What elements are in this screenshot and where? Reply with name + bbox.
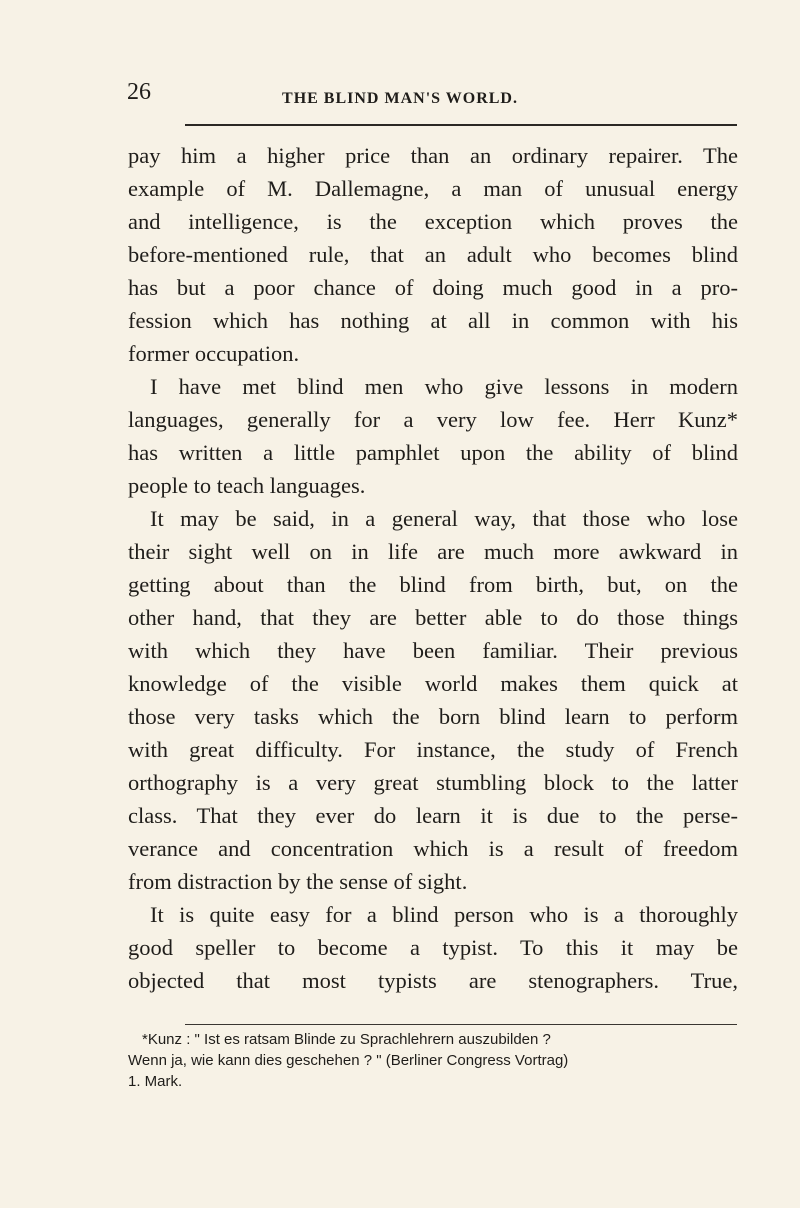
text-line: knowledge of the visible world makes them quick at — [128, 671, 738, 696]
footnote-line: *Kunz : " Ist es ratsam Blinde zu Sprachlehrern auszubilden ? — [142, 1031, 551, 1048]
text-line: It is quite easy for a blind person who is a thoroughly — [150, 902, 738, 927]
page-number: 26 — [127, 79, 151, 105]
text-line: orthography is a very great stumbling block to the latter — [128, 770, 738, 795]
text-line: with great difficulty. For instance, the study of French — [128, 737, 738, 762]
text-line: verance and concentration which is a result of freedom — [128, 836, 738, 861]
text-line: It may be said, in a general way, that those who lose — [150, 506, 738, 531]
text-line: and intelligence, is the exception which proves the — [128, 209, 738, 234]
text-line: from distraction by the sense of sight. — [128, 869, 468, 894]
header-rule — [185, 124, 737, 126]
text-line: has written a little pamphlet upon the ability of blind — [128, 440, 738, 465]
text-line: objected that most typists are stenographers. True, — [128, 968, 738, 993]
text-line: those very tasks which the born blind learn to perform — [128, 704, 738, 729]
text-line: example of M. Dallemagne, a man of unusual energy — [128, 176, 738, 201]
text-line: pay him a higher price than an ordinary repairer. The — [128, 143, 738, 168]
footnote-rule — [185, 1024, 737, 1025]
body-text — [128, 139, 738, 997]
footnote-line: Wenn ja, wie kann dies geschehen ? " (Berliner Congress Vortrag) — [128, 1052, 569, 1069]
text-line: people to teach languages. — [128, 473, 366, 498]
text-line: has but a poor chance of doing much good in a pro- — [128, 275, 738, 300]
text-line: their sight well on in life are much more awkward in — [128, 539, 738, 564]
text-line: good speller to become a typist. To this it may be — [128, 935, 738, 960]
text-line: languages, generally for a very low fee. Herr Kunz* — [128, 407, 738, 432]
text-line: other hand, that they are better able to do those things — [128, 605, 738, 630]
text-line: fession which has nothing at all in common with his — [128, 308, 738, 333]
text-line: getting about than the blind from birth, but, on the — [128, 572, 738, 597]
text-line: I have met blind men who give lessons in modern — [150, 374, 738, 399]
text-line: before-mentioned rule, that an adult who becomes blind — [128, 242, 738, 267]
running-title: THE BLIND MAN'S WORLD. — [282, 90, 518, 107]
text-line: former occupation. — [128, 341, 300, 366]
footnote — [128, 1029, 738, 1092]
text-line: class. That they ever do learn it is due to the perse- — [128, 803, 738, 828]
footnote-line: 1. Mark. — [128, 1073, 183, 1090]
text-line: with which they have been familiar. Their previous — [128, 638, 738, 663]
